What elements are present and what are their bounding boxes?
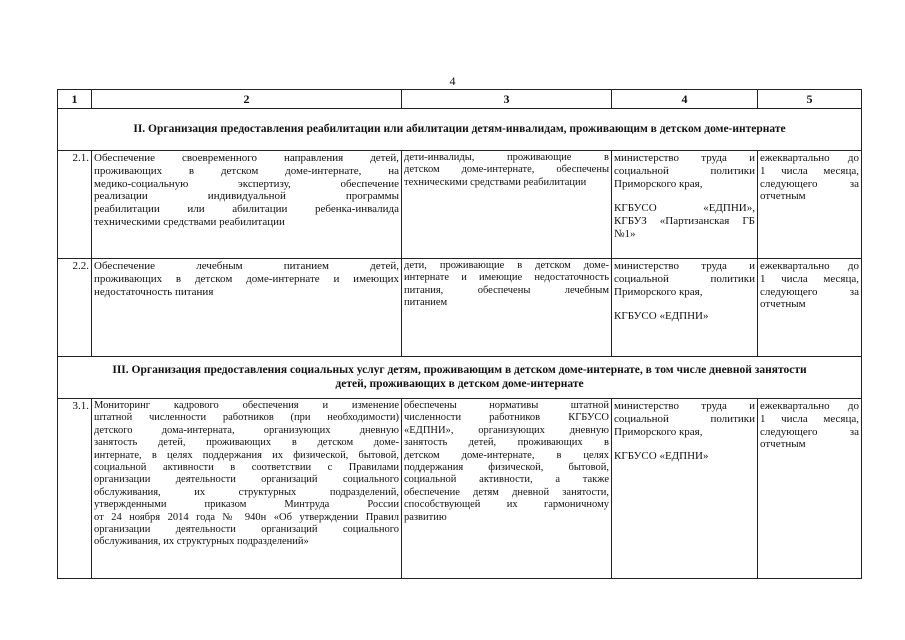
cell-line: ежеквартально до [760,260,859,272]
cell-line: социальной политики [614,164,755,177]
cell-line: проживающих в детском доме-интернате и имеющих [94,272,399,285]
row-task-cell [92,399,402,579]
cell-line: развитию [404,511,447,523]
section-header-row [58,357,862,399]
cell-line: Приморского края, [614,425,703,438]
row-task-cell [92,151,402,259]
cell-line: отчетным [760,298,806,311]
cell-line: социальной активности, а также [404,474,609,486]
column-header: 2 [92,90,402,109]
cell-line: детском доме-интернате, обеспечены [404,164,609,176]
row-deadline-cell [758,399,862,579]
cell-line [614,298,755,310]
cell-line: питания, обеспечены лечебным [404,284,609,296]
cell-line: социальной активности в соответствии с Правилами [94,462,399,474]
cell-line: детском доме-интернате, в целях [404,449,609,461]
cell-line: организации деятельности организаций социального [94,474,399,486]
cell-line: Мониторинг кадрового обеспечения и изменение [94,400,399,411]
cell-line: министерство труда и [614,400,755,412]
cell-line: дети-инвалиды, проживающие в [404,152,609,163]
row-result-cell [402,399,612,579]
row-number: 2.1. [58,151,92,259]
cell-line: «ЕДПНИ», организующих дневную [404,424,609,436]
cell-line: Приморского края, [614,177,703,190]
cell-line: интернате и имеющие недостаточность [404,272,609,284]
cell-line: КГБУСО «ЕДПНИ» [614,450,709,463]
row-number: 3.1. [58,399,92,579]
cell-line: социальной политики [614,272,755,285]
cell-line: способствующей их гармоничному [404,499,609,511]
row-result-cell [402,151,612,259]
cell-line: министерство труда и [614,152,755,164]
row-responsible-cell [612,151,758,259]
cell-line: медико-социальную экспертизу, обеспечение [94,177,399,190]
cell-line: реабилитации или абилитации ребенка-инвалида [94,203,399,216]
section-header-row [58,109,862,151]
cell-line [614,190,755,202]
plan-table [57,89,862,579]
table-row [58,399,862,579]
cell-line: проживающих в детском доме-интернате, на [94,164,399,177]
cell-line: КГБУЗ «Партизанская ГБ [614,215,755,228]
cell-line: ежеквартально до [760,152,859,164]
section-title [58,357,862,399]
cell-line: министерство труда и [614,260,755,272]
row-result-cell [402,259,612,357]
column-header: 4 [612,90,758,109]
cell-line: утвержденными приказом Минтруда России [94,499,399,511]
row-deadline-cell [758,259,862,357]
cell-line: обеспечение детям дневной занятости, [404,486,609,498]
cell-line: обслуживания, их структурных подразделений» [94,536,309,548]
cell-line: КГБУСО «ЕДПНИ», [614,202,755,215]
page-number: 4 [449,74,456,88]
row-deadline-cell [758,151,862,259]
cell-line: КГБУСО «ЕДПНИ» [614,310,709,323]
row-number: 2.2. [58,259,92,357]
cell-line: следующего за [760,425,859,438]
cell-line: обслуживания, их структурных подразделений, [94,486,399,498]
cell-line: социальной политики [614,412,755,425]
cell-line: отчетным [760,190,806,203]
column-header: 5 [758,90,862,109]
cell-line: обеспечены нормативы штатной [404,400,609,411]
cell-line: интернате, в целях поддержания их физической, бытовой, [94,449,399,461]
cell-line: реализации индивидуальной программы [94,190,399,203]
row-responsible-cell [612,399,758,579]
cell-line: недостаточность питания [94,285,214,298]
cell-line: №1» [614,227,636,240]
cell-line: штатной численности работников (при необходимости) [94,412,399,424]
cell-line: занятость детей, проживающих в [404,437,609,449]
section-title-line: детей, проживающих в детском доме-интернате [335,378,584,390]
cell-line: 1 числа месяца, [760,164,859,177]
cell-line [614,438,755,450]
cell-line: организации деятельности организаций социального [94,524,399,536]
section-title-line: III. Организация предоставления социальных услуг детям, проживающим в детском доме-интернате, в том числе дневной занятости [112,364,807,376]
cell-line: поддержания физической, бытовой, [404,462,609,474]
cell-line: следующего за [760,285,859,298]
column-header-row [58,90,862,109]
cell-line: техническими средствами реабилитации [404,176,587,188]
cell-line: питанием [404,297,448,309]
cell-line: занятость детей, проживающих в детском доме- [94,437,399,449]
cell-line: следующего за [760,177,859,190]
row-task-cell [92,259,402,357]
column-header: 3 [402,90,612,109]
cell-line: техническими средствами реабилитации [94,215,285,228]
cell-line: детского дома-интерната, организующих дневную [94,424,399,436]
cell-line: 1 числа месяца, [760,412,859,425]
cell-line: Обеспечение своевременного направления детей, [94,152,399,164]
cell-line: 1 числа месяца, [760,272,859,285]
table-row [58,151,862,259]
row-responsible-cell [612,259,758,357]
table-row [58,259,862,357]
cell-line: ежеквартально до [760,400,859,412]
cell-line: Приморского края, [614,285,703,298]
cell-line: численности работников КГБУСО [404,412,609,424]
cell-line: от 24 ноября 2014 года № 940н «Об утверждении Правил [94,511,399,523]
cell-line: Обеспечение лечебным питанием детей, [94,260,399,272]
section-title: II. Организация предоставления реабилитации или абилитации детям-инвалидам, проживающим в детском доме-интернате [58,109,862,151]
cell-line: отчетным [760,438,806,451]
cell-line: дети, проживающие в детском доме- [404,260,609,271]
column-header: 1 [58,90,92,109]
